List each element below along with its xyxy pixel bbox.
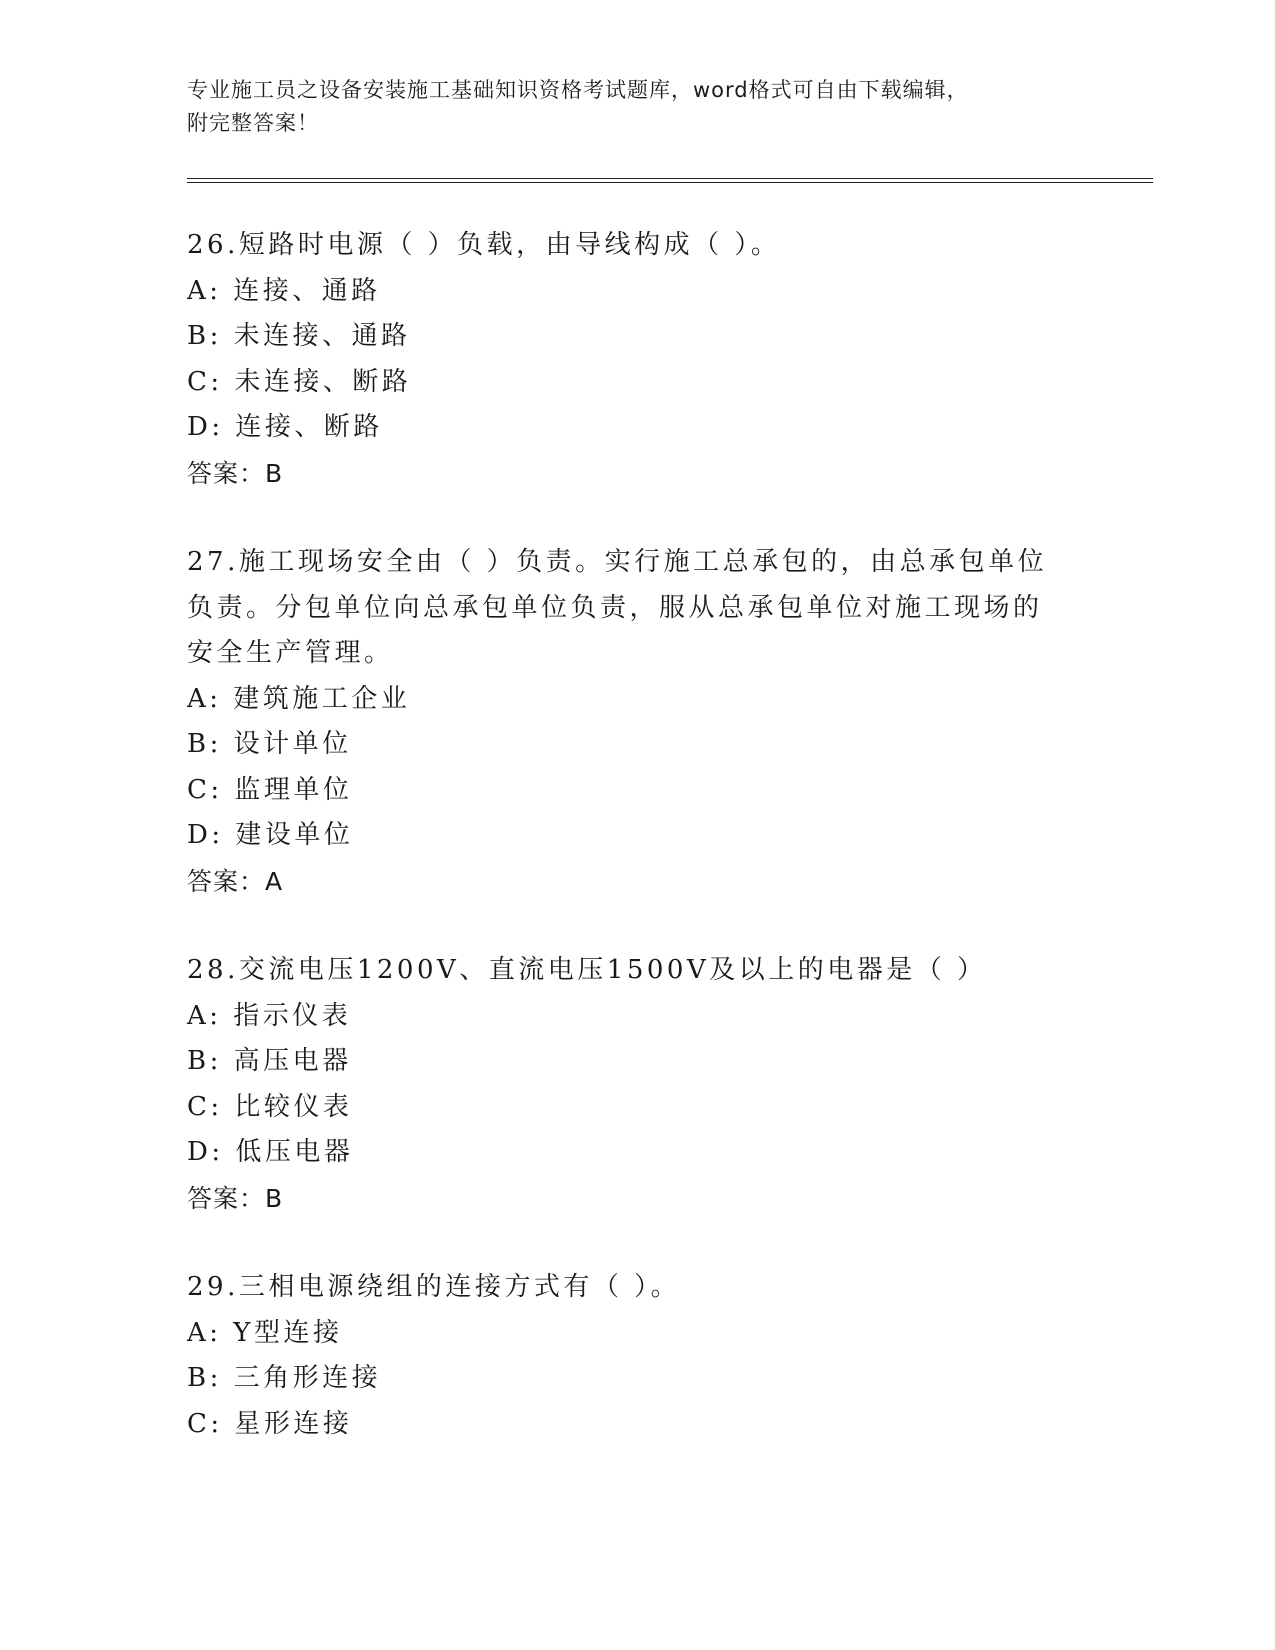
option-a: A: 指示仪表 [187,1000,352,1031]
option-d: D: 连接、断路 [187,412,383,442]
document-header [187,74,1087,140]
option-d: D: 建设单位 [187,820,354,850]
option-b: B: 未连接、通路 [187,321,411,351]
option-c: C: 星形连接 [187,1408,353,1439]
option-c: C: 比较仪表 [187,1091,353,1122]
option-d: D: 低压电器 [187,1137,354,1167]
option-c: C: 监理单位 [187,774,353,805]
header-title-line2: 附完整答案！ [187,111,319,135]
answer-label: 答案：A [187,866,284,896]
option-a: A: 连接、通路 [187,275,381,306]
option-c: C: 未连接、断路 [187,366,412,397]
question-stem: 26.短路时电源（ ）负载，由导线构成（ ）。 [187,230,781,260]
question-27 [187,540,1067,904]
question-28 [187,948,1067,1221]
question-stem: 29.三相电源绕组的连接方式有（ ）。 [187,1272,681,1302]
header-divider [187,178,1153,183]
question-29 [187,1265,1067,1447]
option-b: B: 设计单位 [187,729,352,759]
header-title-line1: 专业施工员之设备安装施工基础知识资格考试题库，word格式可自由下载编辑， [187,78,969,102]
option-b: B: 高压电器 [187,1046,352,1076]
answer-label: 答案：B [187,458,284,488]
option-b: B: 三角形连接 [187,1363,382,1393]
option-a: A: 建筑施工企业 [187,683,411,714]
question-26 [187,223,1067,496]
answer-label: 答案：B [187,1183,284,1213]
question-stem: 27.施工现场安全由（ ）负责。实行施工总承包的，由总承包单位负责。分包单位向总承包单位负责，服从总承包单位对施工现场的安全生产管理。 [187,547,1048,668]
option-a: A: Y型连接 [187,1317,343,1348]
question-stem: 28.交流电压1200V、直流电压1500V及以上的电器是（ ） [187,955,987,985]
